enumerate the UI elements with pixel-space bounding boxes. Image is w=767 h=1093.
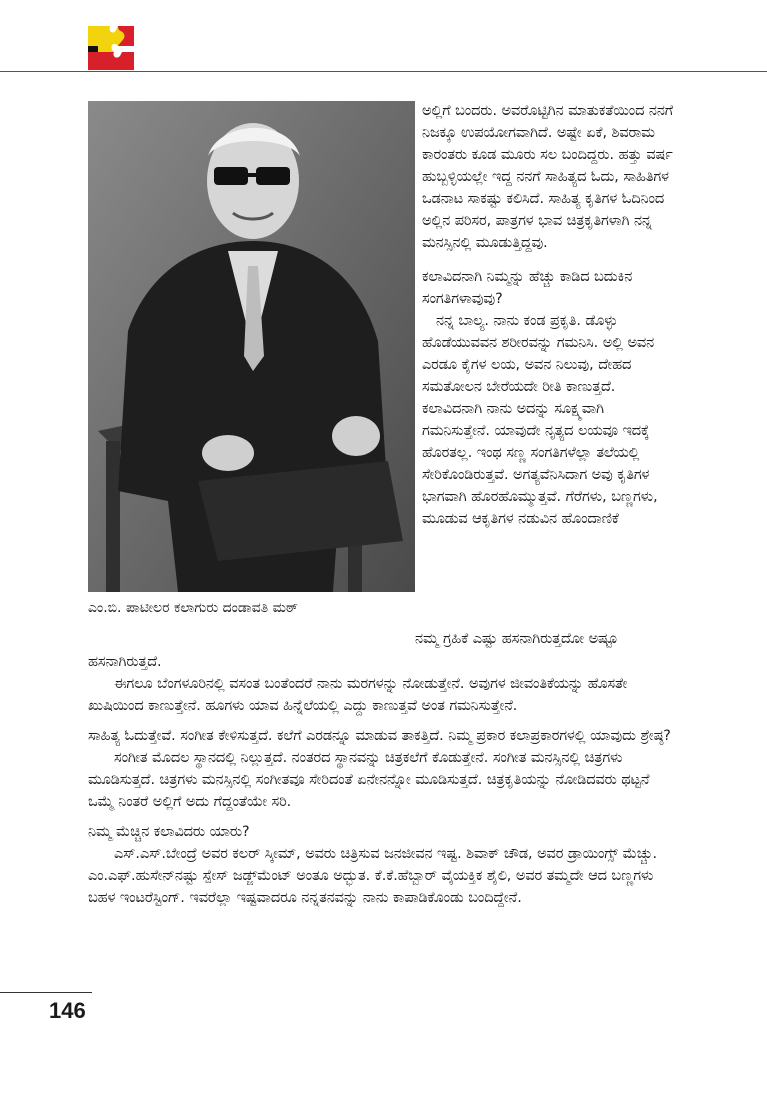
answer-last-line: ನಮ್ಮ ಗ್ರಹಿಕೆ ಎಷ್ಟು ಹಸನಾಗಿರುತ್ತದೋ ಅಷ್ಟೂ <box>415 631 618 647</box>
answer-paragraph: ಎಸ್.ಎಸ್.ಬೇಂದ್ರೆ ಅವರ ಕಲರ್ ಸ್ಕೀಮ್, ಅವರು ಚಿತ್ರಿಸುವ ಜನಜೀವನ ಇಷ್ಟ. ಶಿವಾಕ್ ಚೌಡ, ಅವರ ಡ್ರಾಯಿಂಗ್ಸ್ ಮೆಚ್ಚು. ಎಂ.ಎಫ್.ಹುಸೇನ್‌ನಷ್ಟು ಸ್ಪೇಸ್ ಜಡ್ಜ್‌ಮೆಂಟ್ ಅಂತೂ ಅದ್ಭುತ. ಕೆ.ಕೆ.ಹೆಬ್ಬಾರ್ ವೈಯಕ್ತಿಕ ಶೈಲಿ, ಅವರ ತಮ್ಮದೇ ಆದ ಬಣ್ಣಗಳು ಬಹಳ ಇಂಟರೆಸ್ಟಿಂಗ್. ಇವರೆಲ್ಲಾ ಇಷ್ಟವಾದರೂ ನನ್ನತನವನ್ನು ನಾನು ಕಾಪಾಡಿಕೊಂಡು ಬಂದಿದ್ದೇನೆ. <box>88 846 658 906</box>
right-column <box>415 100 674 647</box>
answer-paragraph: ನನ್ನ ಬಾಲ್ಯ. ನಾನು ಕಂಡ ಪ್ರಕೃತಿ. ಡೊಳ್ಳು ಹೊಡೆಯುವವನ ಶರೀರವನ್ನು ಗಮನಿಸಿ. ಅಲ್ಲಿ ಅವನ ಎರಡೂ ಕೈಗಳ ಲಯ, ಅವನ ನಿಲುವು, ದೇಹದ ಸಮತೋಲನ ಬೇರೆಯದೇ ರೀತಿ ಕಾಣುತ್ತದೆ. ಕಲಾವಿದನಾಗಿ ನಾನು ಅದನ್ನು ಸೂಕ್ಷ್ಮವಾಗಿ ಗಮನಿಸುತ್ತೇನೆ. ಯಾವುದೇ ನೃತ್ಯದ ಲಯವೂ ಇದಕ್ಕೆ ಹೊರತಲ್ಲ. ಇಂಥ ಸಣ್ಣ ಸಂಗತಿಗಳೆಲ್ಲಾ ತಲೆಯಲ್ಲಿ ಸೇರಿಕೊಂಡಿರುತ್ತವೆ. ಅಗತ್ಯವೆನಿಸಿದಾಗ ಅವು ಕೃತಿಗಳ ಭಾಗವಾಗಿ ಹೊರಹೊಮ್ಮುತ್ತವೆ. ಗೆರೆಗಳು, ಬಣ್ಣಗಳು, ಮೂಡುವ ಆಕೃತಿಗಳ ನಡುವಿನ ಹೊಂದಾಣಿಕೆ <box>422 313 658 527</box>
paragraph: ಅಲ್ಲಿಗೆ ಬಂದರು. ಅವರೊಟ್ಟಿಗಿನ ಮಾತುಕತೆಯಿಂದ ನನಗೆ ನಿಜಕ್ಕೂ ಉಪಯೋಗವಾಗಿದೆ. ಅಷ್ಟೇ ಏಕೆ, ಶಿವರಾಮ ಕಾರಂತರು ಕೂಡ ಮೂರು ಸಲ ಬಂದಿದ್ದರು. ಹತ್ತು ವರ್ಷ ಹುಬ್ಬಳ್ಳಿಯಲ್ಲೇ ಇದ್ದ ನನಗೆ ಸಾಹಿತ್ಯದ ಓದು, ಸಾಹಿತಿಗಳ ಒಡನಾಟ ಸಾಕಷ್ಟು ಕಲಿಸಿದೆ. ಸಾಹಿತ್ಯ ಕೃತಿಗಳ ಓದಿನಿಂದ ಅಲ್ಲಿನ ಪರಿಸರ, ಪಾತ್ರಗಳ ಭಾವ ಚಿತ್ರಕೃತಿಗಳಾಗಿ ನನ್ನ ಮನಸ್ಸಿನಲ್ಲಿ ಮೂಡುತ್ತಿದ್ದವು. <box>422 103 674 251</box>
footer-rule <box>0 992 92 993</box>
answer-paragraph: ಸಂಗೀತ ಮೊದಲ ಸ್ಥಾನದಲ್ಲಿ ನಿಲ್ಲುತ್ತದೆ. ನಂತರದ ಸ್ಥಾನವನ್ನು ಚಿತ್ರಕಲೆಗೆ ಕೊಡುತ್ತೇನೆ. ಸಂಗೀತ ಮನಸ್ಸಿನಲ್ಲಿ ಚಿತ್ರಗಳು ಮೂಡಿಸುತ್ತದೆ. ಚಿತ್ರಗಳು ಮನಸ್ಸಿನಲ್ಲಿ ಸಂಗೀತವೂ ಸೇರಿದಂತೆ ಏನೇನನ್ನೋ ಮೂಡಿಸುತ್ತದೆ. ಚಿತ್ರಕೃತಿಯನ್ನು ನೋಡಿದವರು ಥಟ್ಟನೆ ಒಮ್ಮೆ ನಿಂತರೆ ಅಲ್ಲಿಗೆ ಅದು ಗೆದ್ದಂತೆಯೇ ಸರಿ. <box>88 750 650 810</box>
question: ಸಾಹಿತ್ಯ ಓದುತ್ತೇವೆ. ಸಂಗೀತ ಕೇಳಿಸುತ್ತದೆ. ಕಲೆಗೆ ಎರಡನ್ನೂ ಮಾಡುವ ತಾಕತ್ತಿದೆ. ನಿಮ್ಮ ಪ್ರಕಾರ ಕಲಾಪ್ರಕಾರಗಳಲ್ಲಿ ಯಾವುದು ಶ್ರೇಷ್ಠ? <box>88 728 671 744</box>
portrait-photo <box>88 101 415 592</box>
question: ಕಲಾವಿದನಾಗಿ ನಿಮ್ಮನ್ನು ಹೆಚ್ಚು ಕಾಡಿದ ಬದುಕಿನ ಸಂಗತಿಗಳಾವುವು? <box>422 269 633 307</box>
magazine-logo <box>88 26 134 70</box>
question: ನಿಮ್ಮ ಮೆಚ್ಚಿನ ಕಲಾವಿದರು ಯಾರು? <box>88 824 250 840</box>
paragraph: ಈಗಲೂ ಬೆಂಗಳೂರಿನಲ್ಲಿ ವಸಂತ ಬಂತೆಂದರೆ ನಾನು ಮರಗಳನ್ನು ನೋಡುತ್ತೇನೆ. ಅವುಗಳ ಜೀವಂತಿಕೆಯನ್ನು ಹೊಸತೇ ಖುಷಿಯಿಂದ ಕಾಣುತ್ತೇನೆ. ಹೂಗಳು ಯಾವ ಹಿನ್ನೆಲೆಯಲ್ಲಿ ಎದ್ದು ಕಾಣುತ್ತವೆ ಅಂತ ಗಮನಿಸುತ್ತೇನೆ. <box>88 676 628 714</box>
page-number: 146 <box>49 998 86 1023</box>
logo-red-shape <box>88 52 134 70</box>
photo-caption: ಎಂ.ಬಿ. ಪಾಟೀಲರ ಕಲಾಗುರು ದಂಡಾವತಿ ಮಠ್ <box>88 600 298 616</box>
portrait-illustration <box>88 101 415 592</box>
header-rule <box>0 71 767 72</box>
logo-black-shape <box>88 46 98 52</box>
full-width-text <box>88 651 674 909</box>
answer-continuation: ಹಸನಾಗಿರುತ್ತದೆ. <box>88 654 162 670</box>
